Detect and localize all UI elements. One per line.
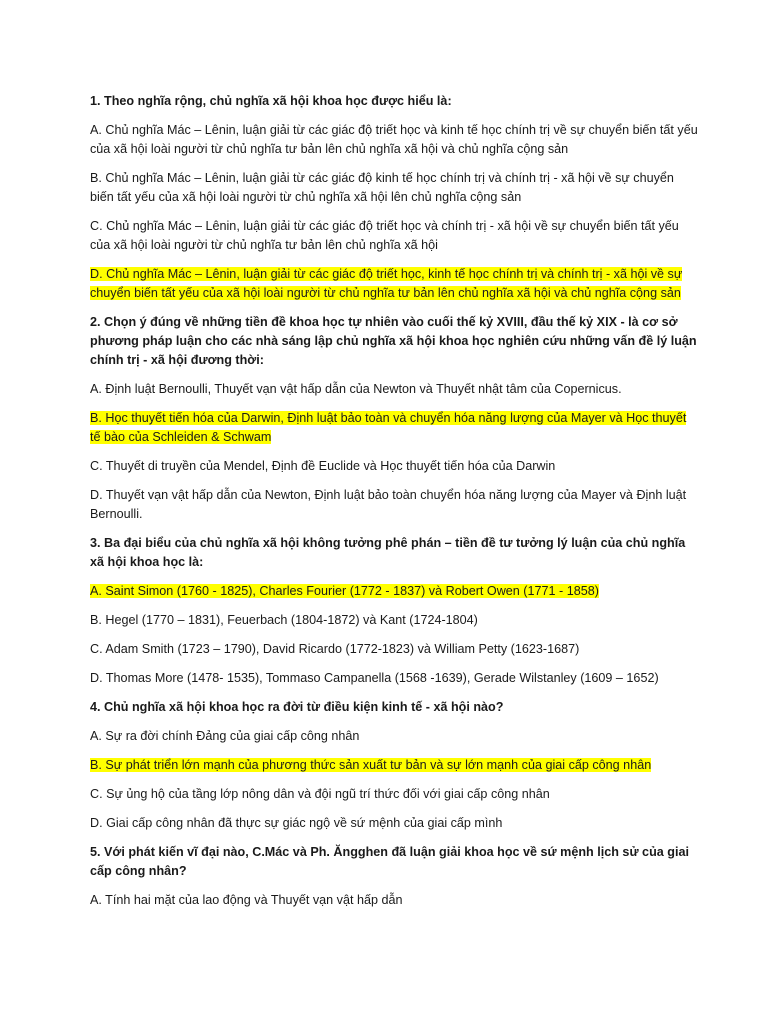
answer-2d-text: D. Thuyết vạn vật hấp dẫn của Newton, Định luật bảo toàn chuyển hóa năng lượng của Mayer và Định luật Bernoulli. [90, 488, 687, 521]
answer-3b-text: B. Hegel (1770 – 1831), Feuerbach (1804-1872) và Kant (1724-1804) [90, 613, 478, 627]
answer-3b [90, 611, 698, 630]
answer-4a [90, 727, 698, 746]
answer-1a [90, 121, 698, 159]
answer-4d [90, 814, 698, 833]
answer-1b-text: B. Chủ nghĩa Mác – Lênin, luận giải từ các giác độ kinh tế học chính trị và chính trị - xã hội về sự chuyển biến tất yếu của xã hội loài người từ chủ nghĩa xã hội lên chủ nghĩa cộng sản [90, 171, 674, 204]
question-3: 3. Ba đại biểu của chủ nghĩa xã hội không tưởng phê phán – tiền đề tư tưởng lý luận của chủ nghĩa xã hội khoa học là: [90, 536, 686, 569]
answer-1a-text: A. Chủ nghĩa Mác – Lênin, luận giải từ các giác độ triết học và kinh tế học chính trị về sự chuyển biến tất yếu của xã hội loài người từ chủ nghĩa tư bản lên chủ nghĩa xã hội và chủ nghĩa cộng sản [90, 123, 698, 156]
question-1: 1. Theo nghĩa rộng, chủ nghĩa xã hội khoa học được hiểu là: [90, 94, 452, 108]
answer-4a-text: A. Sự ra đời chính Đảng của giai cấp công nhân [90, 729, 360, 743]
answer-4c-text: C. Sự ủng hộ của tầng lớp nông dân và đội ngũ trí thức đối với giai cấp công nhân [90, 787, 550, 801]
question-5: 5. Với phát kiến vĩ đại nào, C.Mác và Ph. Ăngghen đã luận giải khoa học về sứ mệnh lịch sử của giai cấp công nhân? [90, 845, 689, 878]
answer-3c-text: C. Adam Smith (1723 – 1790), David Ricardo (1772-1823) và William Petty (1623-1687) [90, 642, 580, 656]
answer-1b [90, 169, 698, 207]
answer-4d-text: D. Giai cấp công nhân đã thực sự giác ngộ về sứ mệnh của giai cấp mình [90, 816, 503, 830]
answer-2a [90, 380, 698, 399]
answer-2c-text: C. Thuyết di truyền của Mendel, Định đề Euclide và Học thuyết tiến hóa của Darwin [90, 459, 556, 473]
answer-1d [90, 265, 698, 303]
question-4: 4. Chủ nghĩa xã hội khoa học ra đời từ điều kiện kinh tế - xã hội nào? [90, 700, 504, 714]
question-2: 2. Chọn ý đúng về những tiền đề khoa học tự nhiên vào cuối thế kỷ XVIII, đầu thế kỷ XIX - là cơ sở phương pháp luận cho các nhà sáng lập chủ nghĩa xã hội khoa học nghiên cứu những vấn đề lý luận chính trị - xã hội đương thời: [90, 315, 697, 367]
answer-1c [90, 217, 698, 255]
answer-4b-text-highlighted: B. Sự phát triển lớn mạnh của phương thức sản xuất tư bản và sự lớn mạnh của giai cấp công nhân [90, 758, 652, 772]
answer-2c [90, 457, 698, 476]
answer-2b [90, 409, 698, 447]
answer-2d [90, 486, 698, 524]
answer-5a [90, 891, 698, 910]
answer-3c [90, 640, 698, 659]
answer-1c-text: C. Chủ nghĩa Mác – Lênin, luận giải từ các giác độ triết học và chính trị - xã hội về sự chuyển biến tất yếu của xã hội loài người từ chủ nghĩa tư bản lên chủ nghĩa xã hội [90, 219, 679, 252]
answer-3a [90, 582, 698, 601]
answer-3d-text: D. Thomas More (1478- 1535), Tommaso Campanella (1568 -1639), Gerade Wilstanley (1609 – 1652) [90, 671, 659, 685]
answer-2a-text: A. Định luật Bernoulli, Thuyết vạn vật hấp dẫn của Newton và Thuyết nhật tâm của Copernicus. [90, 382, 622, 396]
answer-1d-text-highlighted: D. Chủ nghĩa Mác – Lênin, luận giải từ các giác độ triết học, kinh tế học chính trị và chính trị - xã hội về sự chuyển biến tất yếu của xã hội loài người từ chủ nghĩa tư bản lên chủ nghĩa xã hội và chủ nghĩa cộng sản [90, 267, 683, 300]
answer-5a-text: A. Tính hai mặt của lao động và Thuyết vạn vật hấp dẫn [90, 893, 403, 907]
answer-3a-text-highlighted: A. Saint Simon (1760 - 1825), Charles Fourier (1772 - 1837) và Robert Owen (1771 - 1858) [90, 584, 599, 598]
answer-4c [90, 785, 698, 804]
answer-3d [90, 669, 698, 688]
answer-4b [90, 756, 698, 775]
answer-2b-text-highlighted: B. Học thuyết tiến hóa của Darwin, Định luật bảo toàn và chuyển hóa năng lượng của Mayer và Học thuyết tế bào của Schleiden & Schwam [90, 411, 687, 444]
